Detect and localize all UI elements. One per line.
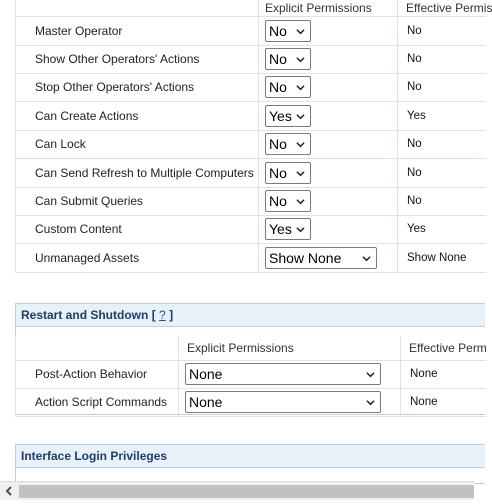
chevron-down-icon: [296, 83, 305, 92]
effective-value: No: [398, 130, 486, 158]
row-label: Show Other Operators' Actions: [16, 45, 259, 73]
chevron-down-icon: [296, 112, 305, 121]
row-label: Can Create Actions: [16, 101, 259, 130]
table-row: [16, 158, 486, 187]
show-other-operators-actions-select[interactable]: No: [265, 48, 311, 70]
restart-shutdown-table: [15, 336, 486, 417]
table-row: [16, 215, 486, 243]
row-label: Can Send Refresh to Multiple Computers: [16, 158, 259, 187]
effective-value: No: [398, 73, 486, 101]
chevron-down-icon: [296, 225, 305, 234]
row-label: Stop Other Operators' Actions: [16, 73, 259, 101]
action-script-commands-select[interactable]: None: [185, 391, 381, 413]
effective-value: Yes: [398, 215, 486, 243]
effective-value: Show None: [398, 243, 486, 272]
section-header: [16, 445, 485, 468]
help-bracket-close: ]: [169, 308, 174, 322]
table-row: [16, 360, 486, 388]
stop-other-operators-actions-select[interactable]: No: [265, 76, 311, 98]
table-row: [16, 187, 486, 215]
interface-login-privileges-section: [15, 444, 485, 484]
chevron-down-icon: [296, 27, 305, 36]
effective-value: None: [401, 360, 486, 388]
table-header-row: [16, 336, 486, 360]
table-row: [16, 243, 486, 272]
row-label: Custom Content: [16, 215, 259, 243]
help-link[interactable]: ?: [159, 308, 166, 322]
can-submit-queries-select[interactable]: No: [265, 190, 311, 212]
arrow-left-icon: [5, 486, 13, 496]
header-effective-permissions: Effective Perm: [401, 336, 486, 360]
master-operator-select[interactable]: No: [265, 20, 311, 42]
help-bracket-open: [: [151, 308, 156, 322]
chevron-down-icon: [366, 370, 375, 379]
table-row: [16, 73, 486, 101]
table-row: [16, 16, 486, 45]
row-label: Can Submit Queries: [16, 187, 259, 215]
effective-value: No: [398, 16, 486, 45]
chevron-down-icon: [296, 197, 305, 206]
effective-value: No: [398, 158, 486, 187]
chevron-down-icon: [362, 254, 371, 263]
scroll-left-button[interactable]: [0, 482, 18, 500]
section-header: [16, 304, 485, 327]
chevron-down-icon: [296, 169, 305, 178]
table-row: [16, 130, 486, 158]
header-explicit-permissions: Explicit Permissions: [179, 336, 401, 360]
unmanaged-assets-select[interactable]: Show None: [265, 247, 377, 269]
custom-content-select[interactable]: Yes: [265, 218, 311, 240]
header-explicit-permissions: Explicit Permissions: [259, 0, 398, 16]
table-row: [16, 101, 486, 130]
chevron-down-icon: [366, 398, 375, 407]
row-label: Can Lock: [16, 130, 259, 158]
scrollbar-thumb[interactable]: [19, 485, 474, 498]
header-blank: [16, 336, 179, 360]
section-title: Interface Login Privileges: [21, 449, 168, 463]
row-label: Action Script Commands: [16, 388, 179, 416]
post-action-behavior-select[interactable]: None: [185, 363, 381, 385]
chevron-down-icon: [296, 140, 305, 149]
row-label: Master Operator: [16, 16, 259, 45]
can-lock-select[interactable]: No: [265, 133, 311, 155]
can-send-refresh-select[interactable]: No: [265, 162, 311, 184]
operator-permissions-table: [15, 0, 492, 273]
header-effective-permissions: Effective Permis: [398, 0, 486, 16]
horizontal-scrollbar[interactable]: [0, 481, 474, 500]
header-blank: [16, 0, 259, 16]
effective-value: No: [398, 187, 486, 215]
row-label: Post-Action Behavior: [16, 360, 179, 388]
can-create-actions-select[interactable]: Yes: [265, 105, 311, 127]
effective-value: Yes: [398, 101, 486, 130]
table-header-row: [16, 0, 486, 16]
table-row: [16, 45, 486, 73]
effective-value: None: [401, 388, 486, 416]
table-row: [16, 388, 486, 416]
section-title: Restart and Shutdown: [21, 308, 149, 322]
row-label: Unmanaged Assets: [16, 243, 259, 272]
chevron-down-icon: [296, 55, 305, 64]
effective-value: No: [398, 45, 486, 73]
